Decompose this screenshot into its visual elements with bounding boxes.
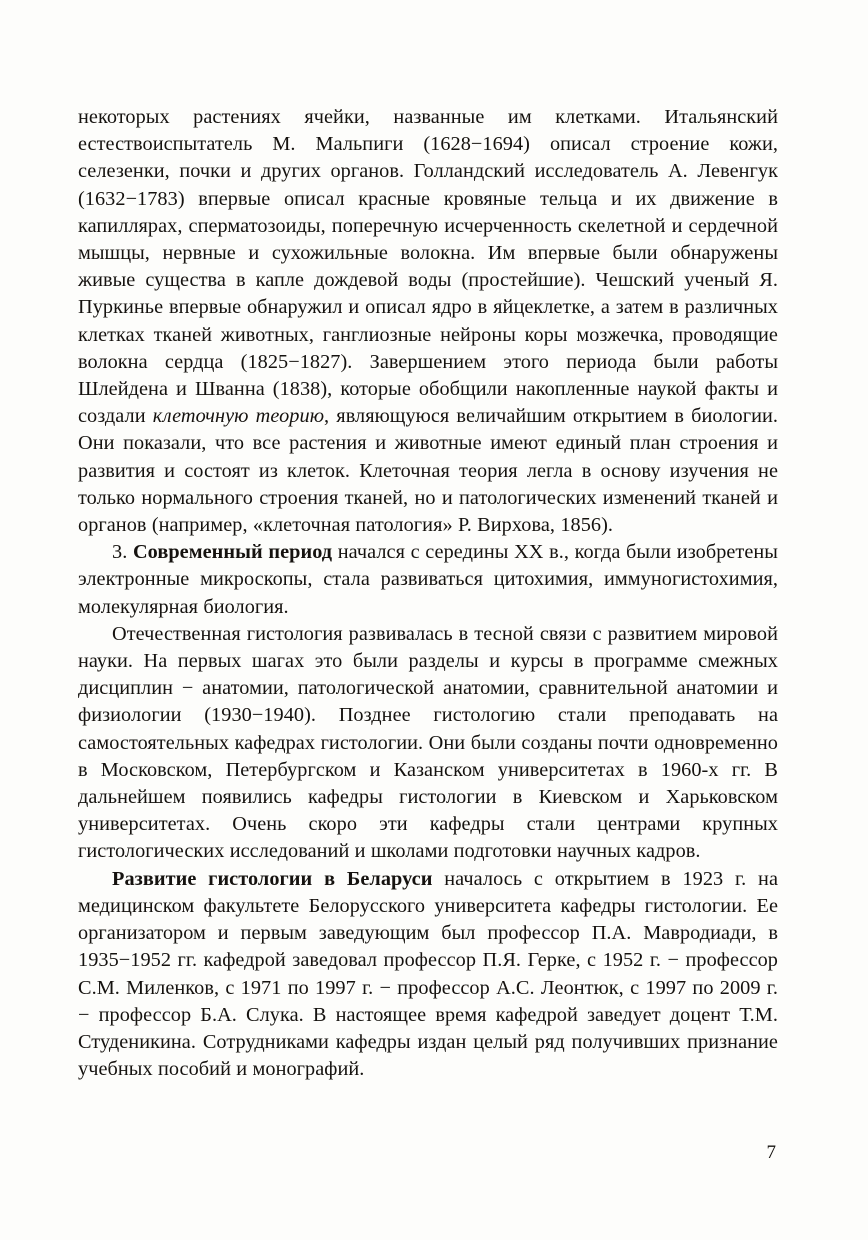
text-run: некоторых растениях ячейки, названные им клетками. Итальянский естествоиспытатель М. Мальпиги (1628−1694) описал строение кожи, селезенки, почки и других органов. Голландский исследователь А. Левенгук (1632−1783) впервые описал красные кровяные тельца и их движение в капиллярах, сперматозоиды, поперечную исчерченность скелетной и сердечной мышцы, нервные и сухожильные волокна. Им впервые были обнаружены живые существа в капле дождевой воды (простейшие). Чешский ученый Я. Пуркинье впервые обнаружил и описал ядро в яйцеклетке, а затем в различных клетках тканей животных, ганглиозные нейроны коры мозжечка, проводящие волокна сердца (1825−1827). Завершением этого периода были работы Шлейдена и Шванна (1838), которые обобщили накопленные наукой факты и создали <box>78 106 778 428</box>
paragraph-3 <box>78 621 778 866</box>
text-run: , являющуюся величайшим открытием в биологии. Они показали, что все растения и животные имеют единый план строения и развития и состоят из клеток. Клеточная теория легла в основу изучения не только нормального строения тканей, но и патологических изменений тканей и органов (например, «клеточная патология» Р. Вирхова, 1856). <box>78 405 778 537</box>
body-text-column <box>78 104 778 1083</box>
paragraph-1 <box>78 104 778 539</box>
paragraph-2 <box>78 539 778 621</box>
paragraph-4 <box>78 866 778 1084</box>
text-run: Отечественная гистология развивалась в тесной связи с развитием мировой науки. На первых шагах это были разделы и курсы в программе смежных дисциплин − анатомии, патологической анатомии, сравнительной анатомии и физиологии (1930−1940). Позднее гистологию стали преподавать на самостоятельных кафедрах гистологии. Они были созданы почти одновременно в Московском, Петербургском и Казанском университетах в 1960-х гг. В дальнейшем появились кафедры гистологии в Киевском и Харьковском университетах. Очень скоро эти кафедры стали центрами крупных гистологических исследований и школами подготовки научных кадров. <box>78 622 778 863</box>
text-run-bold: Развитие гистологии в Беларуси <box>112 867 433 890</box>
text-run: 3. <box>112 541 133 564</box>
text-run-bold: Современный период <box>132 541 333 564</box>
text-run: начался с середины XX в., когда были изобретены электронные микроскопы, стала развиваться цитохимия, иммуногистохимия, молекулярная биология. <box>78 541 778 618</box>
text-run: началось с открытием в 1923 г. на медицинском факультете Белорусского университета кафедры гистологии. Ее организатором и первым заведующим был профессор П.А. Мавродиади, в 1935−1952 гг. кафедрой заведовал профессор П.Я. Герке, с 1952 г. − профессор С.М. Миленков, с 1971 по 1997 г. − профессор А.С. Леонтюк, с 1997 по 2009 г. − профессор Б.А. Слука. В настоящее время кафедрой заведует доцент Т.М. Студеникина. Сотрудниками кафедры издан целый ряд получивших признание учебных пособий и монографий. <box>78 867 778 1081</box>
page-number: 7 <box>766 1142 776 1163</box>
text-run-italic: клеточную теорию <box>152 405 325 428</box>
